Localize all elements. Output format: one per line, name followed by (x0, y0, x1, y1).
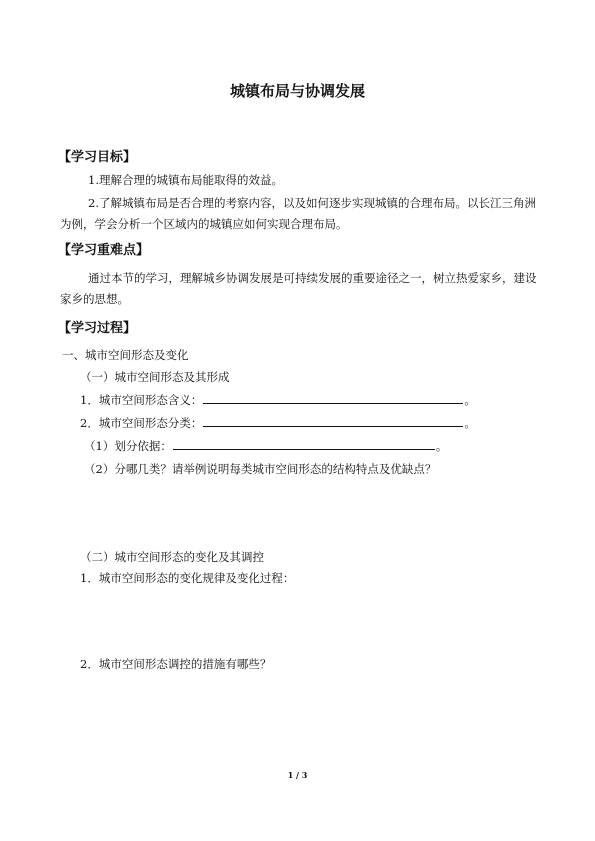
period: 。 (435, 439, 448, 453)
question-2-label: 2．城市空间形态分类： (80, 416, 203, 430)
question-2 (80, 413, 476, 434)
question-2a (84, 436, 447, 457)
period: 。 (464, 416, 476, 430)
subsection-1-heading: （一）城市空间形态及其形成 (80, 370, 230, 384)
answer-blank-1[interactable] (203, 391, 463, 404)
answer-blank-2[interactable] (203, 414, 463, 427)
question-1 (80, 390, 476, 411)
section-heading-key-points: 【学习重难点】 (58, 243, 150, 258)
question-2b: （2）分哪几类？请举例说明每类城市空间形态的结构特点及优缺点？ (84, 462, 437, 476)
goal-item-1: 1.理解合理的城镇布局能取得的效益。 (88, 173, 283, 187)
page-title: 城镇布局与协调发展 (229, 82, 365, 100)
goal-item-2: 2.了解城镇布局是否合理的考察内容，以及如何逐步实现城镇的合理布局。以长江三角洲为例，学会分析一个区域内的城镇应如何实现合理布局。 (60, 196, 536, 231)
key-points-text: 通过本节的学习，理解城乡协调发展是可持续发展的重要途径之一，树立热爱家乡，建设家乡的思想。 (60, 271, 537, 306)
question-4: 2．城市空间形态调控的措施有哪些？ (80, 657, 272, 671)
question-2a-label: （1）划分依据： (84, 439, 172, 453)
section-heading-process: 【学习过程】 (58, 321, 137, 336)
question-3: 1．城市空间形态的变化规律及变化过程： (80, 571, 295, 585)
section-heading-goals: 【学习目标】 (58, 150, 137, 165)
period: 。 (464, 393, 476, 407)
subsection-2-heading: （二）城市空间形态的变化及其调控 (80, 550, 264, 564)
part-1-heading: 一、城市空间形态及变化 (62, 348, 189, 362)
page-number: 1 / 3 (287, 770, 308, 780)
question-1-label: 1．城市空间形态含义： (80, 393, 203, 407)
answer-blank-2a[interactable] (173, 437, 435, 450)
